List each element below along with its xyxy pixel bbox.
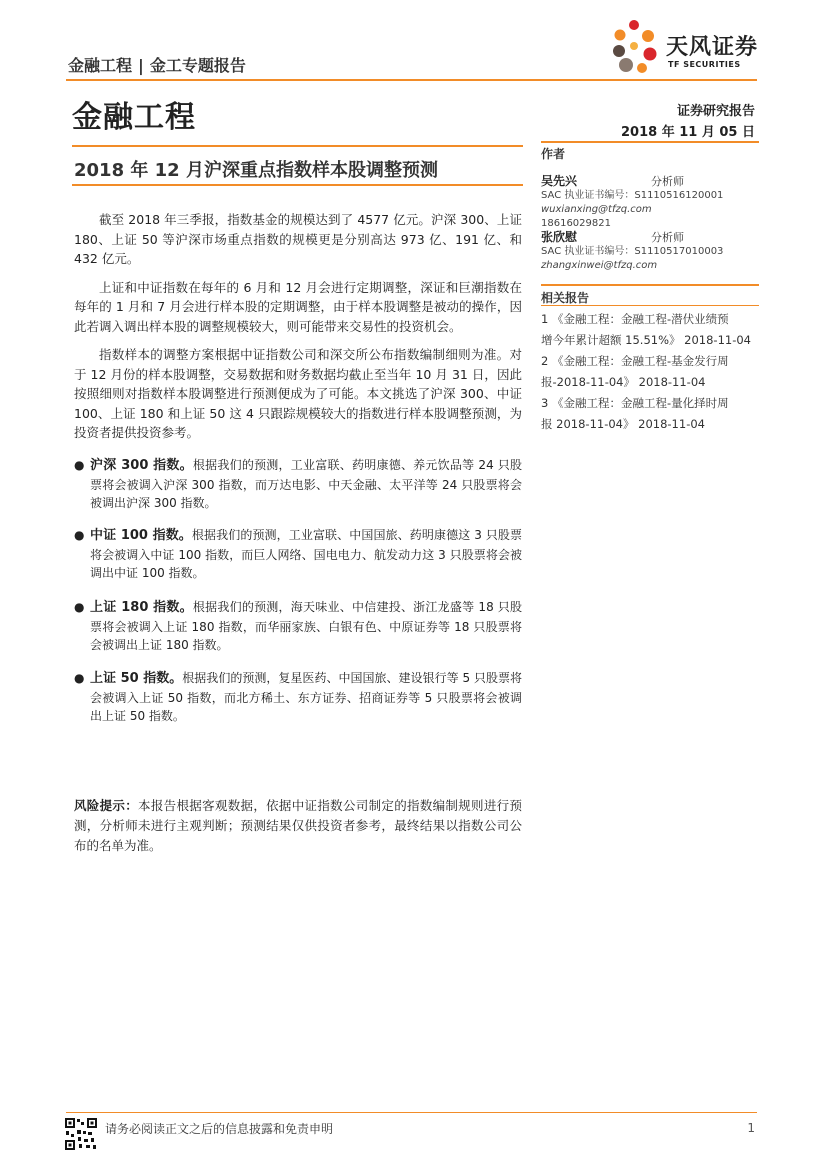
related-item-line: 增今年累计超额 15.51%》 2018-11-04 — [541, 333, 751, 347]
report-date: 2018 年 11 月 05 日 — [621, 125, 755, 140]
related-item-line: 报 2018-11-04》 2018-11-04 — [541, 417, 705, 431]
bullet-item — [74, 598, 522, 655]
related-item-line: 1 《金融工程：金融工程-潜伏业绩预 — [541, 312, 729, 326]
related-item[interactable] — [541, 309, 759, 351]
related-item-line: 报-2018-11-04》 2018-11-04 — [541, 375, 706, 389]
logo-text-cn: 天风证券 — [666, 35, 759, 60]
author-name: 吴先兴 — [541, 174, 578, 188]
footer-divider — [66, 1112, 757, 1113]
related-item-line: 3 《金融工程：金融工程-量化择时周 — [541, 396, 729, 410]
related-heading: 相关报告 — [541, 291, 590, 305]
author-block-1 — [541, 170, 759, 231]
body-paragraph: 截至 2018 年三季报，指数基金的规模达到了 4577 亿元。沪深 300、上证 180、上证 50 等沪深市场重点指数的规模更是分别高达 973 亿、191 亿、和 432 亿元。 — [74, 212, 522, 266]
bullet-dot-icon: ● — [74, 458, 85, 472]
section-header — [68, 53, 246, 76]
bullet-item — [74, 456, 522, 513]
author-email[interactable]: wuxianxing@tfzq.com — [541, 204, 652, 215]
header-divider — [66, 79, 757, 81]
title-divider-bottom — [72, 184, 523, 186]
author-phone: 18616029821 — [541, 218, 611, 229]
bullet-text: 根据我们的预测，海天味业、中信建投、浙江龙盛等 18 只股票将会被调入上证 180 指数，而华丽家族、白银有色、中原证券等 18 只股票将会被调出上证 180 指数。 — [90, 600, 522, 652]
body-paragraph: 上证和中证指数在每年的 6 月和 12 月会进行定期调整，深证和巨潮指数在每年的 1 月和 7 月会进行样本股的定期调整，由于样本股调整是被动的操作，因此若调入调出样本股的调整规模较大，则可能带来交易性的投资机会。 — [74, 279, 522, 334]
report-subtitle: 2018 年 12 月沪深重点指数样本股调整预测 — [74, 160, 438, 181]
author-cert: SAC 执业证书编号：S1110516120001 — [541, 190, 724, 201]
sidebar-divider-related — [541, 284, 759, 286]
title-divider-top — [72, 145, 523, 147]
bullet-dot-icon: ● — [74, 528, 85, 542]
bullet-text: 根据我们的预测，工业富联、药明康德、养元饮品等 24 只股票将会被调入沪深 300 指数，而万达电影、中天金融、太平洋等 24 只股票将会被调出沪深 300 指数。 — [90, 458, 522, 510]
body-paragraph: 指数样本的调整方案根据中证指数公司和深交所公布指数编制细则为准。对于 12 月份的样本股调整，交易数据和财务数据均截止至当年 10 月 31 日，因此按照细则对指数样本股调整进行预测便成为了可能。本文挑选了沪深 300、中证 100、上证 180 和上证 50 这 4 只跟踪规模较大的指数进行样本股调整预测，为投资者提供投资参考。 — [74, 347, 522, 440]
author-cert: SAC 执业证书编号：S1110517010003 — [541, 246, 724, 257]
section-label: 金融工程 — [68, 56, 133, 75]
qr-code-icon — [64, 1117, 98, 1151]
bullet-item — [74, 669, 522, 726]
bullet-dot-icon: ● — [74, 671, 85, 685]
author-block-2 — [541, 226, 759, 273]
related-underline — [541, 305, 759, 306]
footer-disclaimer: 请务必阅读正文之后的信息披露和免责申明 — [105, 1122, 334, 1136]
author-role: 分析师 — [651, 231, 684, 244]
tf-securities-logo — [610, 18, 760, 76]
author-role: 分析师 — [651, 175, 684, 188]
bullet-dot-icon: ● — [74, 600, 85, 614]
author-email[interactable]: zhangxinwei@tfzq.com — [541, 260, 658, 271]
bullet-text: 根据我们的预测，复星医药、中国国旅、建设银行等 5 只股票将会被调入上证 50 指数，而北方稀土、东方证券、招商证券等 5 只股票将会被调出上证 50 指数。 — [90, 671, 522, 723]
report-type: 证券研究报告 — [676, 104, 755, 119]
body-text — [74, 210, 522, 443]
header-separator: | — [138, 56, 144, 75]
page-number: 1 — [747, 1121, 755, 1135]
author-name: 张欣慰 — [541, 230, 578, 244]
logo-text-en: TF SECURITIES — [668, 60, 741, 69]
risk-lead: 风险提示： — [74, 798, 139, 813]
related-list — [541, 309, 759, 435]
related-item[interactable] — [541, 351, 759, 393]
risk-warning — [74, 796, 522, 856]
bullet-item — [74, 526, 522, 583]
logo-flower-icon — [610, 18, 666, 76]
sidebar-divider-authors — [541, 141, 759, 143]
page-title: 金融工程 — [72, 100, 196, 135]
category-label: 金工专题报告 — [149, 56, 246, 75]
related-item[interactable] — [541, 393, 759, 435]
bullet-lead: 中证 100 指数。 — [90, 528, 192, 543]
bullet-lead: 沪深 300 指数。 — [90, 458, 193, 473]
bullet-lead: 上证 180 指数。 — [90, 600, 193, 615]
related-item-line: 2 《金融工程：金融工程-基金发行周 — [541, 354, 729, 368]
risk-text: 本报告根据客观数据，依据中证指数公司制定的指数编制规则进行预测，分析师未进行主观判断；预测结果仅供投资者参考，最终结果以指数公司公布的名单为准。 — [74, 798, 522, 853]
bullet-text: 根据我们的预测，工业富联、中国国旅、药明康德这 3 只股票将会被调入中证 100 指数，而巨人网络、国电电力、航发动力这 3 只股票将会被调出中证 100 指数。 — [90, 528, 522, 580]
bullet-lead: 上证 50 指数。 — [90, 671, 183, 686]
authors-heading: 作者 — [541, 147, 566, 161]
